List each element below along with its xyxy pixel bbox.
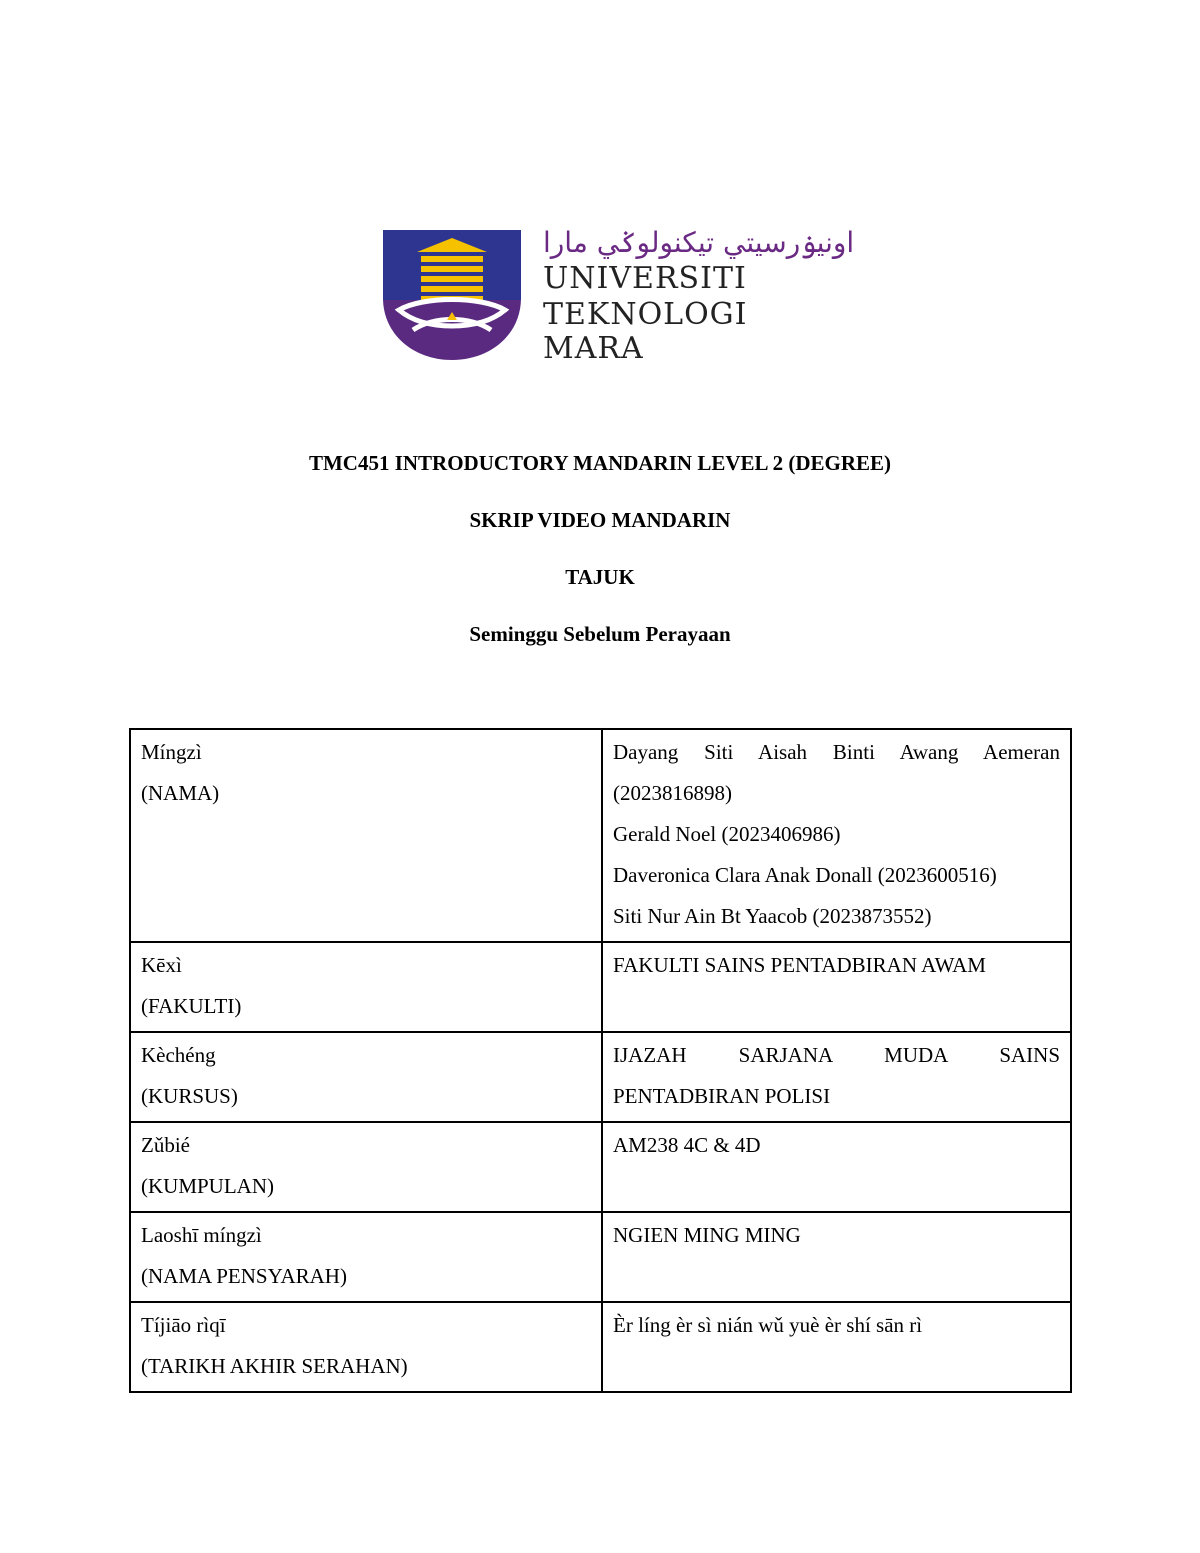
label-pinyin: Míngzì [141,740,202,764]
label-malay: (NAMA PENSYARAH) [141,1264,347,1288]
value-cell [602,1122,1071,1212]
member-name: Siti Nur Ain Bt Yaacob (2023873552) [613,904,932,928]
value-cell [602,1212,1071,1302]
label-pinyin: Kēxì [141,953,182,977]
label-pinyin: Tíjiāo rìqī [141,1313,226,1337]
label-malay: (KUMPULAN) [141,1174,274,1198]
tajuk-label: TAJUK [565,565,635,589]
uitm-crest-icon [383,230,521,360]
value-cell [602,729,1071,942]
value-cell [602,942,1071,1032]
label-cell [130,1302,602,1392]
table-row-nama [130,729,1071,942]
lecturer-value: NGIEN MING MING [613,1223,801,1247]
logo-word-mara: MARA [543,331,644,366]
table-row-kumpulan [130,1122,1071,1212]
value-cell [602,1302,1071,1392]
table-row-kursus [130,1032,1071,1122]
logo-word-universiti: UNIVERSITI [543,261,747,296]
label-malay: (TARIKH AKHIR SERAHAN) [141,1354,408,1378]
label-cell [130,942,602,1032]
label-pinyin: Zǔbié [141,1133,190,1157]
label-malay: (KURSUS) [141,1084,238,1108]
document-topic: Seminggu Sebelum Perayaan [469,622,731,646]
table-row-tarikh [130,1302,1071,1392]
logo-word-teknologi: TEKNOLOGI [543,297,748,332]
table-row-fakulti [130,942,1071,1032]
label-pinyin: Kèchéng [141,1043,216,1067]
table-row-pensyarah [130,1212,1071,1302]
faculty-value: FAKULTI SAINS PENTADBIRAN AWAM [613,953,986,977]
label-cell [130,729,602,942]
value-cell [602,1032,1071,1122]
deadline-value: Èr líng èr sì nián wǔ yuè èr shí sān rì [613,1313,923,1337]
course-value: IJAZAH SARJANA MUDA SAINS [613,1043,1060,1067]
member-name: Daveronica Clara Anak Donall (2023600516) [613,863,997,887]
course-value: PENTADBIRAN POLISI [613,1084,831,1108]
document-type: SKRIP VIDEO MANDARIN [469,508,731,532]
label-malay: (NAMA) [141,781,220,805]
course-title: TMC451 INTRODUCTORY MANDARIN LEVEL 2 (DEGREE) [308,451,892,475]
label-pinyin: Laoshī míngzì [141,1223,262,1247]
member-id: (2023816898) [613,781,732,805]
label-cell [130,1032,602,1122]
label-cell [130,1212,602,1302]
student-info-table [129,728,1072,1393]
member-name: Gerald Noel (2023406986) [613,822,841,846]
label-malay: (FAKULTI) [141,994,242,1018]
label-cell [130,1122,602,1212]
group-value: AM238 4C & 4D [613,1133,761,1157]
logo-jawi-script: اونيۏرسيتي تيكنولوݢي مارا [543,226,855,259]
uitm-logo [383,226,855,366]
member-name: Dayang Siti Aisah Binti Awang Aemeran [613,740,1060,764]
